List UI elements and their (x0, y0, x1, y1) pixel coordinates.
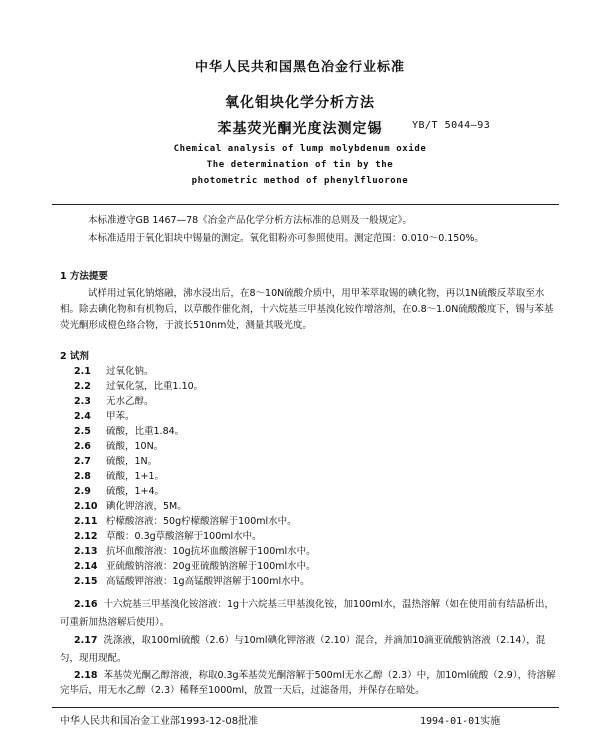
item-text: 十六烷基三甲基溴化铵溶液：1g十六烷基三甲基溴化铵，加100ml水，温热溶解（如在使用前有结晶析出，可重新加热溶解后使用）。 (60, 599, 555, 628)
list-item (74, 379, 558, 394)
list-item (74, 484, 558, 499)
title-chinese-line2: 苯基荧光酮光度法测定锡 (217, 121, 383, 137)
title-chinese-line1: 氧化钼块化学分析方法 (225, 95, 375, 111)
title-english-line2: The determination of tin by the (206, 160, 394, 170)
item-text: 硫酸，10N。 (106, 441, 164, 452)
list-item (74, 529, 558, 544)
list-item (74, 544, 558, 559)
item-number: 2.11 (74, 516, 98, 527)
implementation-date: 1994-01-01实施 (420, 716, 501, 727)
item-text: 苯基荧光酮乙醇溶液，称取0.3g苯基荧光酮溶解于500ml无水乙醇（2.3）中，加10ml硫酸（2.9），待溶解完毕后，用无水乙醇（2.3）稀释至1000ml，放置一天后，过滤备用，并保存在暗处。 (60, 670, 556, 696)
section-1-body: 试样用过氧化钠熔融，沸水浸出后，在8～10N硫酸介质中，用甲苯萃取锡的碘化物，再以1N硫酸反萃取至水相。除去碘化物和有机物后，以草酸作催化剂，十六烷基三甲基溴化铵作增溶剂，在0.8～1.0N硫酸酸度下，锡与苯基荧光酮形成橙色络合物，于波长510nm处，测量其吸光度。 (60, 288, 554, 331)
reagent-2-16 (60, 596, 558, 632)
bottom-divider (52, 707, 559, 708)
item-number: 2.5 (74, 426, 91, 437)
standard-code: YB/T 5044—93 (412, 120, 491, 131)
item-number: 2.13 (74, 546, 98, 557)
intro-paragraph-1: 本标准遵守GB 1467—78《冶金产品化学分析方法标准的总则及一般规定》。 (88, 215, 412, 226)
item-text: 草酸：0.3g草酸溶解于100ml水中。 (106, 531, 262, 542)
item-text: 硫酸，1+4。 (106, 486, 165, 497)
item-text: 柠檬酸溶液：50g柠檬酸溶解于100ml水中。 (106, 516, 297, 527)
reagent-list (74, 364, 558, 589)
item-text: 抗坏血酸溶液：10g抗坏血酸溶解于100ml水中。 (106, 546, 316, 557)
item-number: 2.8 (74, 471, 91, 482)
issuing-authority: 中华人民共和国黑色冶金行业标准 (194, 60, 405, 75)
intro-paragraph-2: 本标准适用于氧化钼块中锡量的测定。氧化钼粉亦可参照使用。测定范围：0.010～0.150%。 (88, 233, 484, 244)
item-text: 碘化钾溶液，5M。 (106, 501, 187, 512)
item-number: 2.1 (74, 366, 91, 377)
item-text: 甲苯。 (106, 411, 135, 422)
title-english-line1: Chemical analysis of lump molybdenum oxide (173, 144, 427, 154)
reagent-2-18 (60, 668, 558, 698)
item-text: 无水乙醇。 (106, 396, 154, 407)
item-number: 2.2 (74, 381, 91, 392)
item-number: 2.17 (74, 635, 98, 646)
list-item (74, 559, 558, 574)
item-number: 2.16 (74, 599, 98, 610)
top-divider (52, 204, 559, 205)
item-text: 硫酸，比重1.84。 (106, 426, 185, 437)
list-item (74, 574, 558, 589)
item-number: 2.7 (74, 456, 91, 467)
list-item (74, 514, 558, 529)
list-item (74, 424, 558, 439)
item-number: 2.10 (74, 501, 98, 512)
item-text: 洗涤液，取100ml硫酸（2.6）与10ml碘化钾溶液（2.10）混合，并滴加10滴亚硫酸钠溶液（2.14），混匀，现用现配。 (60, 635, 546, 664)
item-text: 高锰酸钾溶液：1g高锰酸钾溶解于100ml水中。 (106, 576, 310, 587)
list-item (74, 409, 558, 424)
title-english-line3: photometric method of phenylfluorone (191, 176, 409, 186)
item-text: 过氧化氢，比重1.10。 (106, 381, 204, 392)
list-item (74, 499, 558, 514)
item-number: 2.12 (74, 531, 98, 542)
item-number: 2.6 (74, 441, 91, 452)
list-item (74, 439, 558, 454)
section-2-heading: 2 试剂 (60, 351, 89, 362)
list-item (74, 454, 558, 469)
item-number: 2.18 (74, 670, 98, 681)
item-text: 硫酸，1N。 (106, 456, 158, 467)
item-number: 2.3 (74, 396, 91, 407)
item-number: 2.9 (74, 486, 91, 497)
item-number: 2.4 (74, 411, 91, 422)
item-text: 过氧化钠。 (106, 366, 154, 377)
list-item (74, 394, 558, 409)
list-item (74, 364, 558, 379)
reagent-2-17 (60, 632, 558, 668)
item-text: 硫酸，1+1。 (106, 471, 165, 482)
item-number: 2.14 (74, 561, 98, 572)
list-item (74, 469, 558, 484)
item-text: 亚硫酸钠溶液：20g亚硫酸钠溶解于100ml水中。 (106, 561, 316, 572)
section-1-heading: 1 方法提要 (60, 271, 108, 282)
approval-note: 中华人民共和国冶金工业部1993-12-08批准 (60, 716, 259, 727)
item-number: 2.15 (74, 576, 98, 587)
